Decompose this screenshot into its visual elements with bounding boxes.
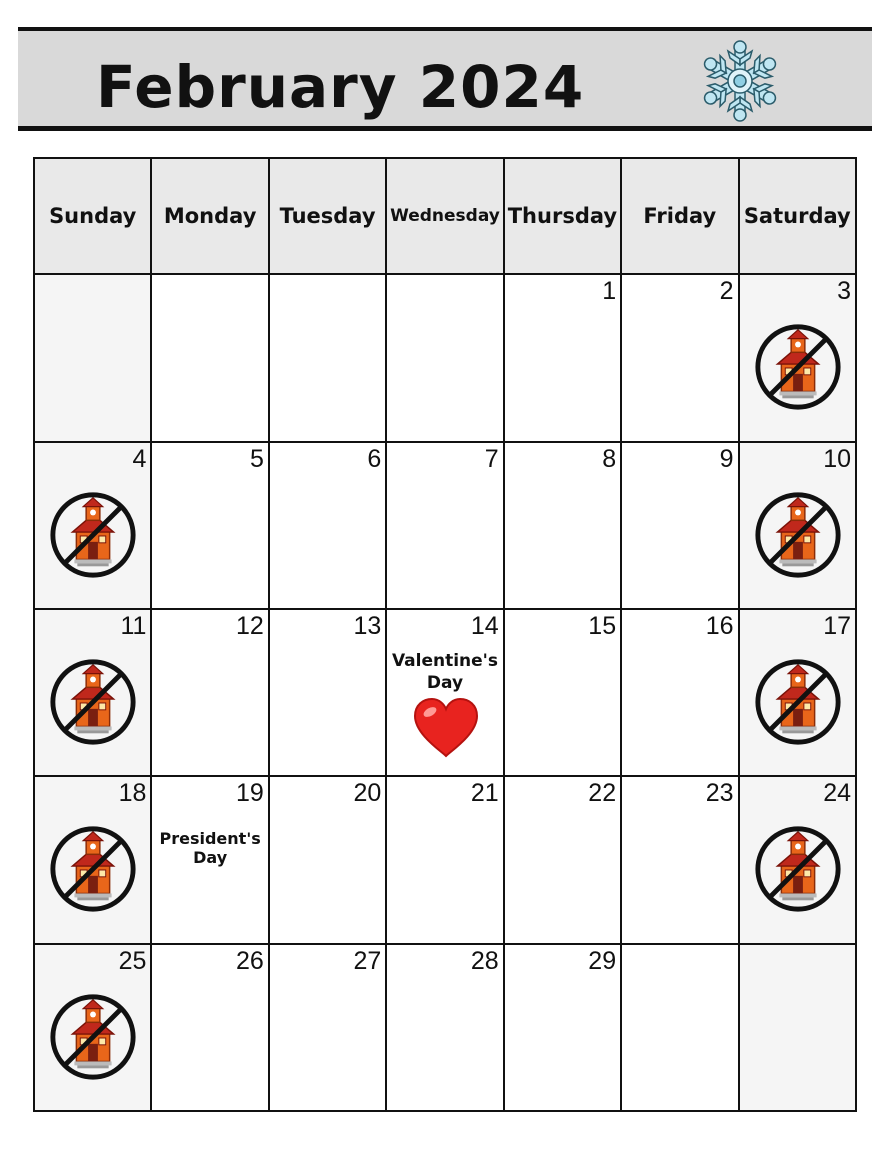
calendar-week [34,274,856,441]
day-cell [151,776,268,943]
no-school-icon [47,656,139,748]
day-number: 3 [837,277,851,306]
day-cell [34,609,151,776]
day-number: 29 [588,946,617,975]
day-cell [621,274,738,441]
snowflake-icon [694,39,786,123]
weekday-header: Wednesday [386,158,503,274]
day-number: 16 [705,611,734,640]
day-cell [151,609,268,776]
no-school-icon [752,321,844,413]
calendar-week [34,609,856,776]
day-number: 7 [484,444,499,473]
no-school-icon [47,991,139,1083]
day-cell [269,944,386,1111]
day-number: 1 [602,277,617,306]
day-cell [504,609,621,776]
day-cell [504,442,621,609]
day-cell [739,944,856,1111]
day-cell [151,442,268,609]
day-cell [739,609,856,776]
day-number: 2 [719,277,734,306]
weekday-header: Thursday [504,158,621,274]
day-cell [621,609,738,776]
day-cell [34,442,151,609]
day-cell [504,776,621,943]
day-cell [386,944,503,1111]
day-number: 6 [367,444,382,473]
day-cell [269,442,386,609]
day-cell [739,274,856,441]
page-title: February 2024 [96,53,585,121]
day-number: 27 [353,946,382,975]
day-number: 21 [470,779,499,808]
calendar-week [34,776,856,943]
day-number: 11 [120,611,147,640]
event-valentines-day: Valentine's Day [391,650,499,693]
weekday-header: Friday [621,158,738,274]
day-cell [34,274,151,441]
weekday-header: Tuesday [269,158,386,274]
day-number: 9 [719,444,734,473]
day-cell [621,776,738,943]
weekday-header: Monday [151,158,268,274]
day-cell [151,944,268,1111]
day-number: 18 [118,779,147,808]
day-number: 19 [236,779,264,808]
no-school-icon [47,823,139,915]
day-number: 22 [588,779,617,808]
day-number: 25 [118,946,147,975]
day-cell [739,442,856,609]
day-number: 14 [470,611,499,640]
event-presidents-day: President's Day [159,829,261,868]
weekday-header: Saturday [739,158,856,274]
no-school-icon [47,489,139,581]
day-cell [504,274,621,441]
day-cell [269,609,386,776]
day-number: 4 [132,444,147,473]
day-cell [269,274,386,441]
day-number: 23 [705,779,734,808]
day-number: 15 [588,611,617,640]
day-number: 26 [236,946,264,975]
day-number: 13 [353,611,382,640]
day-cell [386,776,503,943]
day-number: 17 [823,611,851,640]
day-cell [151,274,268,441]
day-number: 20 [353,779,382,808]
no-school-icon [752,656,844,748]
calendar-grid [33,157,857,1112]
calendar-week [34,944,856,1111]
day-cell [269,776,386,943]
weekday-header-row [34,158,856,274]
weekday-header: Sunday [34,158,151,274]
day-cell [386,609,503,776]
no-school-icon [752,489,844,581]
day-number: 12 [236,611,264,640]
day-cell [34,776,151,943]
day-cell [386,442,503,609]
day-cell [739,776,856,943]
calendar-banner [18,27,872,131]
day-cell [386,274,503,441]
heart-icon [411,696,481,758]
day-number: 24 [823,779,851,808]
day-number: 10 [823,444,851,473]
day-number: 5 [249,444,264,473]
day-cell [34,944,151,1111]
no-school-icon [752,823,844,915]
day-cell [621,442,738,609]
calendar-week [34,442,856,609]
day-number: 28 [470,946,499,975]
day-cell [504,944,621,1111]
day-cell [621,944,738,1111]
day-number: 8 [602,444,617,473]
